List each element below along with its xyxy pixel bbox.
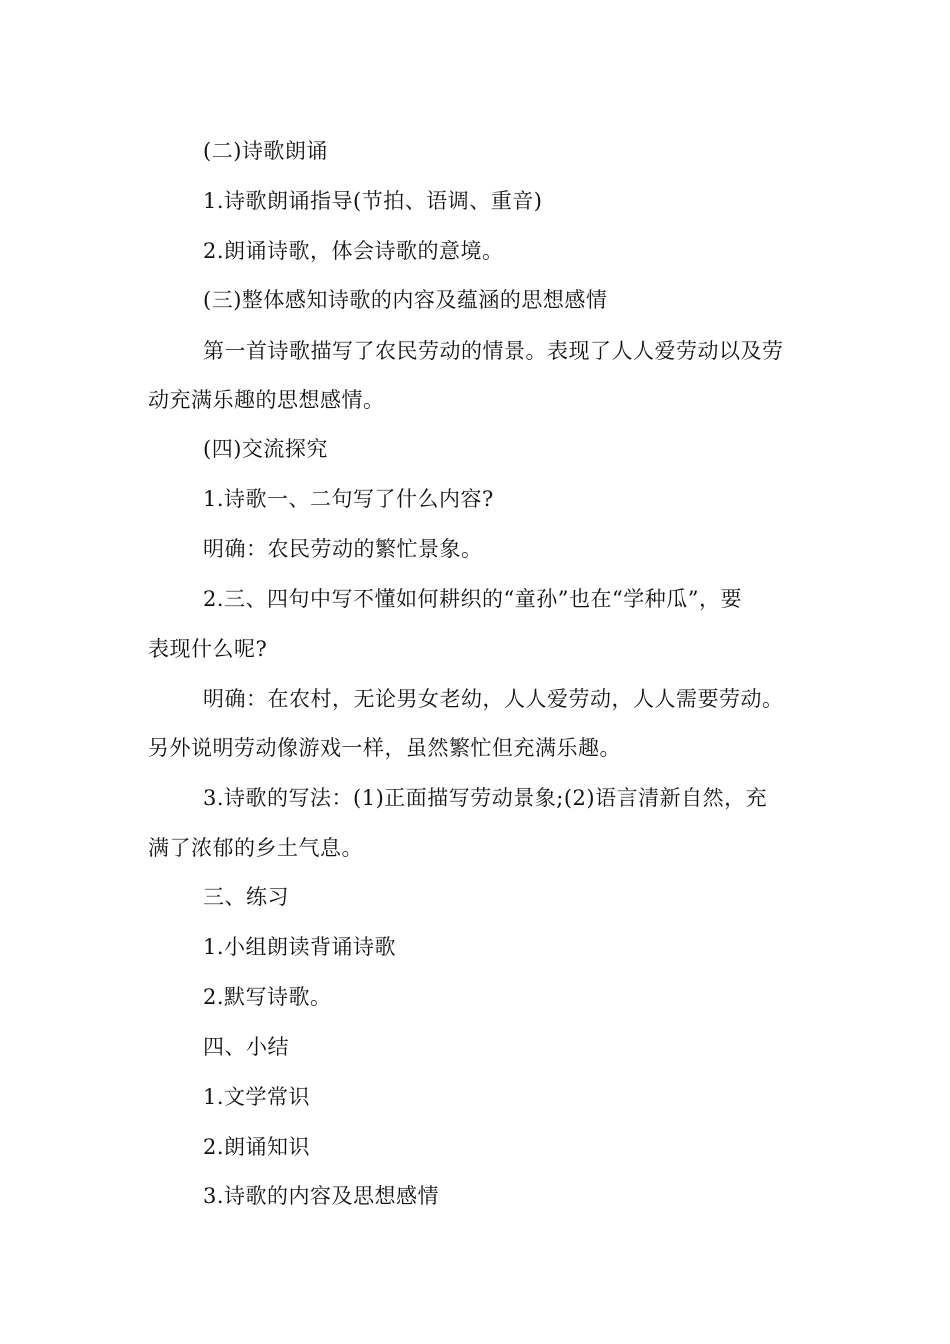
recitation-item-2: 2.朗诵诗歌，体会诗歌的意境。 (203, 239, 504, 263)
discussion-answer-2-continued: 另外说明劳动像游戏一样，虽然繁忙但充满乐趣。 (148, 736, 621, 760)
paragraph-line: 动充满乐趣的思想感情。 (148, 388, 385, 412)
discussion-answer-2: 明确：在农村，无论男女老幼，人人爱劳动，人人需要劳动。 (203, 687, 784, 711)
summary-item-1: 1.文学常识 (203, 1085, 311, 1109)
writing-method-item-continued: 满了浓郁的乡土气息。 (148, 836, 363, 860)
section-heading-overall-perception: (三)整体感知诗歌的内容及蕴涵的思想感情 (203, 288, 608, 312)
discussion-question-1: 1.诗歌一、二句写了什么内容? (203, 487, 494, 511)
summary-item-3: 3.诗歌的内容及思想感情 (203, 1184, 440, 1208)
recitation-item-1: 1.诗歌朗诵指导(节拍、语调、重音) (203, 189, 543, 213)
writing-method-item: 3.诗歌的写法：(1)正面描写劳动景象;(2)语言清新自然，充 (203, 786, 768, 810)
discussion-question-2: 2.三、四句中写不懂如何耕织的“童孙”也在“学种瓜”，要 (203, 587, 742, 611)
discussion-answer-1: 明确：农民劳动的繁忙景象。 (203, 537, 483, 561)
section-heading-summary: 四、小结 (203, 1035, 289, 1059)
section-heading-recitation: (二)诗歌朗诵 (203, 139, 328, 163)
exercise-item-1: 1.小组朗读背诵诗歌 (203, 935, 397, 959)
section-heading-exercises: 三、练习 (203, 885, 289, 909)
paragraph-line: 第一首诗歌描写了农民劳动的情景。表现了人人爱劳动以及劳 (203, 339, 784, 363)
discussion-question-2-continued: 表现什么呢? (148, 637, 268, 661)
exercise-item-2: 2.默写诗歌。 (203, 985, 332, 1009)
section-heading-discussion: (四)交流探究 (203, 437, 328, 461)
summary-item-2: 2.朗诵知识 (203, 1135, 311, 1159)
